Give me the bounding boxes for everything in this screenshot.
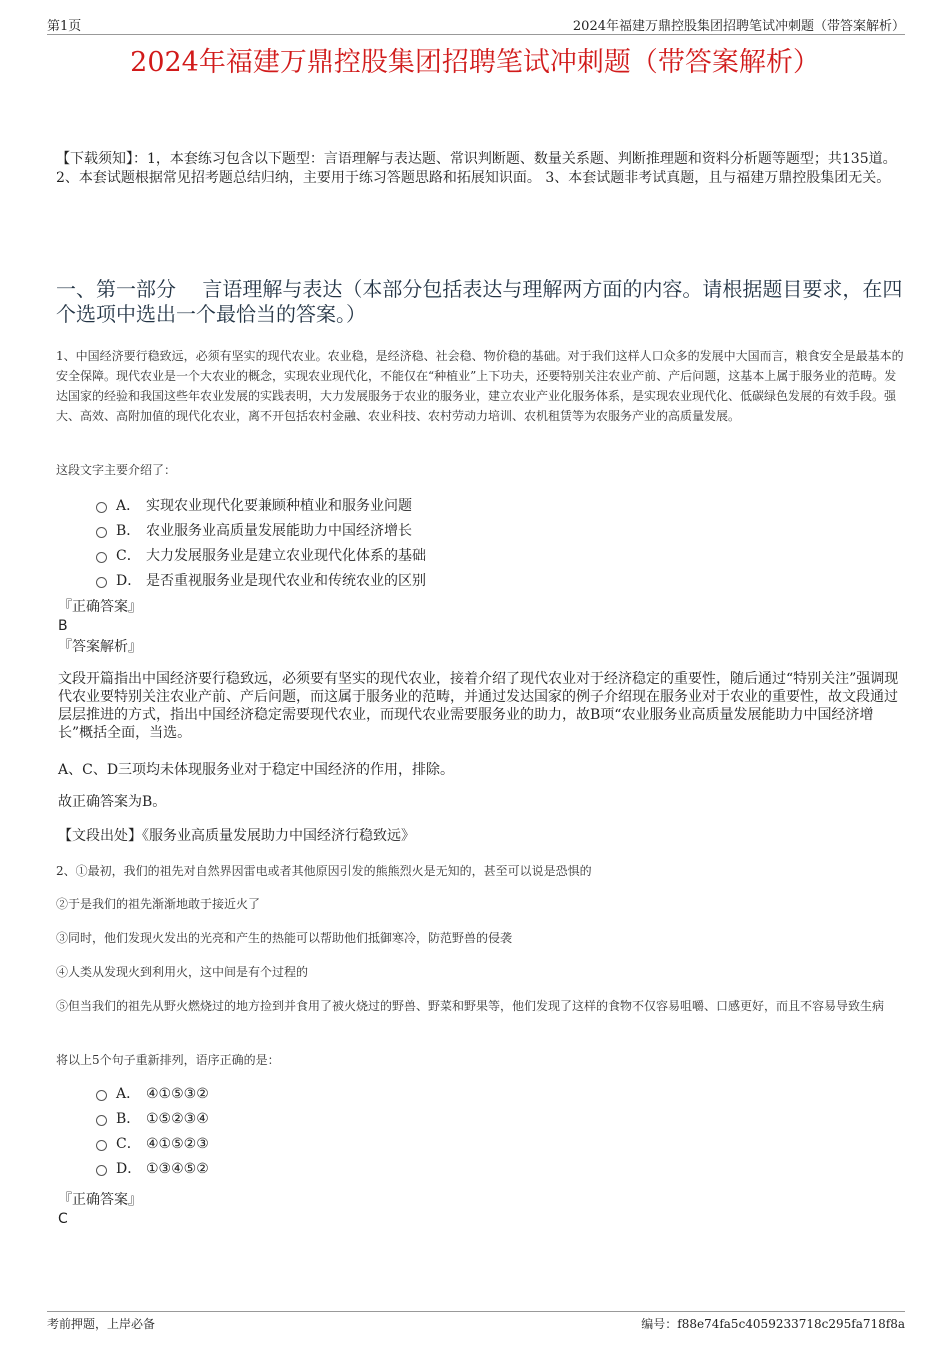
page-header xyxy=(47,14,905,35)
radio-button[interactable] xyxy=(96,1165,107,1176)
option-b[interactable]: B． 农业服务业高质量发展能助力中国经济增长 xyxy=(96,519,876,544)
option-c[interactable]: C． 大力发展服务业是建立农业现代化体系的基础 xyxy=(96,544,876,569)
question-1-answer-label: 『正确答案』 xyxy=(58,599,142,615)
question-1-analysis-label: 『答案解析』 xyxy=(58,639,142,655)
radio-button[interactable] xyxy=(96,1115,107,1126)
question-2-options xyxy=(96,1082,876,1182)
question-2-answer-label: 『正确答案』 xyxy=(58,1192,142,1208)
radio-button[interactable] xyxy=(96,1090,107,1101)
question-1-conclusion: 故正确答案为B。 xyxy=(58,794,167,810)
question-2-answer: C xyxy=(58,1211,68,1227)
question-2-sentence-2: ②于是我们的祖先渐渐地敢于接近火了 xyxy=(56,897,261,911)
radio-button[interactable] xyxy=(96,552,107,563)
question-2-sentence-1: 2、①最初，我们的祖先对自然界因雷电或者其他原因引发的熊熊烈火是无知的，甚至可以说是恐惧的 xyxy=(56,864,592,878)
radio-button[interactable] xyxy=(96,1140,107,1151)
page-footer xyxy=(47,1311,905,1331)
page-title: 2024年福建万鼎控股集团招聘笔试冲刺题（带答案解析） xyxy=(130,47,820,78)
question-1-prompt: 这段文字主要介绍了： xyxy=(56,463,177,477)
page-number: 第1页 xyxy=(47,19,82,34)
radio-button[interactable] xyxy=(96,577,107,588)
section-heading: 一、第一部分 言语理解与表达（本部分包括表达与理解两方面的内容。请根据题目要求，在四个选项中选出一个最恰当的答案。） xyxy=(56,277,903,326)
option-d[interactable]: D． ①③④⑤② xyxy=(96,1157,876,1182)
question-2-sentence-4: ④人类从发现火到利用火，这中间是有个过程的 xyxy=(56,965,309,979)
download-notice: 【下载须知】：1，本套练习包含以下题型：言语理解与表达题、常识判断题、数量关系题、判断推理题和资料分析题等题型；共135道。 2、本套试题根据常见招考题总结归纳，主要用于练习答题思路和拓展知识面。 3、本套试题非考试真题，且与福建万鼎控股集团无关。 xyxy=(56,151,897,186)
question-2-sentence-5: ⑤但当我们的祖先从野火燃烧过的地方捡到并食用了被火烧过的野兽、野菜和野果等，他们发现了这样的食物不仅容易咀嚼、口感更好，而且不容易导致生病 xyxy=(56,999,885,1013)
question-1-source: 【文段出处】《服务业高质量发展助力中国经济行稳致远》 xyxy=(58,828,415,844)
question-2-sentence-3: ③同时，他们发现火发出的光亮和产生的热能可以帮助他们抵御寒冷，防范野兽的侵袭 xyxy=(56,931,513,945)
header-doc-title: 2024年福建万鼎控股集团招聘笔试冲刺题（带答案解析） xyxy=(572,19,905,34)
footer-slogan: 考前押题，上岸必备 xyxy=(47,1317,156,1331)
radio-button[interactable] xyxy=(96,502,107,513)
option-b[interactable]: B． ①⑤②③④ xyxy=(96,1107,876,1132)
option-d[interactable]: D． 是否重视服务业是现代农业和传统农业的区别 xyxy=(96,569,876,594)
option-a[interactable]: A． 实现农业现代化要兼顾种植业和服务业问题 xyxy=(96,494,876,519)
footer-doc-id: 编号：f88e74fa5c4059233718c295fa718f8a xyxy=(641,1317,905,1331)
question-1-options xyxy=(96,494,876,594)
question-2-prompt: 将以上5个句子重新排列，语序正确的是： xyxy=(56,1053,280,1067)
question-1-exclusion: A、C、D三项均未体现服务业对于稳定中国经济的作用，排除。 xyxy=(58,762,455,778)
radio-button[interactable] xyxy=(96,527,107,538)
question-1-analysis: 文段开篇指出中国经济要行稳致远，必须要有坚实的现代农业，接着介绍了现代农业对于经济稳定的重要性，随后通过“特别关注”强调现代农业要特别关注农业产前、产后问题，而这属于服务业的范畴，并通过发达国家的例子介绍现在服务业对于农业的重要性，故文段通过层层推进的方式，指出中国经济稳定需要现代农业，而现代农业需要服务业的助力，故B项“农业服务业高质量发展能助力中国经济增长”概括全面，当选。 xyxy=(58,671,899,741)
option-c[interactable]: C． ④①⑤②③ xyxy=(96,1132,876,1157)
question-1-answer: B xyxy=(58,618,68,634)
question-1-text: 1、中国经济要行稳致远，必须有坚实的现代农业。农业稳，是经济稳、社会稳、物价稳的基础。对于我们这样人口众多的发展中大国而言，粮食安全是最基本的安全保障。现代农业是一个大农业的概念，实现农业现代化，不能仅在“种植业”上下功夫，还要特别关注农业产前、产后问题，这基本上属于服务业的范畴。发达国家的经验和我国这些年农业发展的实践表明，大力发展服务于农业的服务业，建立农业产业化服务体系，是实现农业现代化、低碳绿色发展的有效手段。强大、高效、高附加值的现代化农业，离不开包括农村金融、农业科技、农村劳动力培训、农机租赁等为农服务产业的高质量发展。 xyxy=(56,349,904,423)
option-a[interactable]: A． ④①⑤③② xyxy=(96,1082,876,1107)
